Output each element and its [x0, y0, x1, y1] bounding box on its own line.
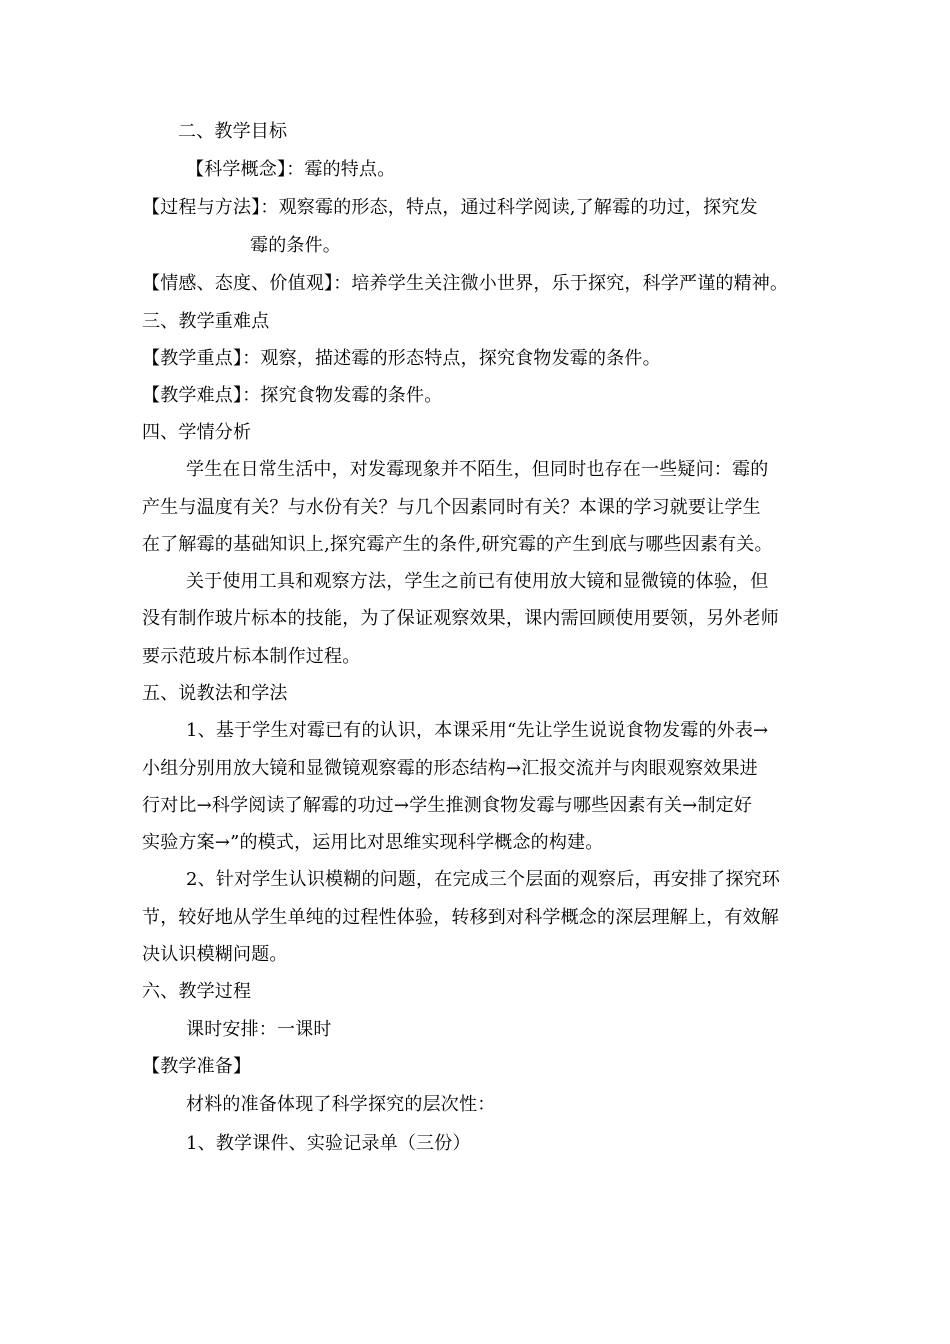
analysis-paragraph-line: 在了解霉的基础知识上,探究霉产生的条件,研究霉的产生到底与哪些因素有关。: [142, 534, 773, 555]
analysis-paragraph-line: 没有制作玻片标本的技能，为了保证观察效果，课内需回顾使用要领，另外老师: [142, 608, 779, 629]
analysis-paragraph-line: 学生在日常生活中，对发霉现象并不陌生，但同时也存在一些疑问：霉的: [186, 459, 769, 480]
section-heading-teaching-process: 六、教学过程: [142, 981, 252, 1002]
method-paragraph-line: 行对比→科学阅读了解霉的功过→学生推测食物发霉与哪些因素有关→制定好: [142, 795, 753, 816]
attitude-values-line: 【情感、态度、价值观】：培养学生关注微小世界，乐于探究，科学严谨的精神。: [142, 273, 789, 294]
method-paragraph-line: 2、针对学生认识模糊的问题，在完成三个层面的观察后，再安排了探究环: [186, 869, 781, 890]
method-paragraph-line: 节，较好地从学生单纯的过程性体验，转移到对科学概念的深层理解上，有效解: [142, 907, 779, 928]
schedule-line: 课时安排：一课时: [186, 1019, 332, 1040]
analysis-paragraph-line: 产生与温度有关？与水份有关？与几个因素同时有关？本课的学习就要让学生: [142, 497, 761, 518]
section-heading-methods: 五、说教法和学法: [142, 683, 288, 704]
key-point-line: 【教学重点】：观察，描述霉的形态特点，探究食物发霉的条件。: [142, 348, 661, 369]
preparation-intro: 材料的准备体现了科学探究的层次性：: [186, 1094, 496, 1115]
method-paragraph-line: 小组分别用放大镜和显微镜观察霉的形态结构→汇报交流并与肉眼观察效果进: [142, 758, 758, 779]
section-heading-learner-analysis: 四、学情分析: [142, 422, 252, 443]
section-heading-key-difficulties: 三、教学重难点: [142, 311, 270, 332]
method-paragraph-line: 决认识模糊问题。: [142, 944, 288, 965]
preparation-heading: 【教学准备】: [142, 1056, 252, 1077]
science-concept-line: 【科学概念】：霉的特点。: [186, 159, 396, 180]
section-heading-teaching-goals: 二、教学目标: [178, 121, 288, 142]
process-method-continuation: 霉的条件。: [250, 235, 341, 256]
preparation-item: 1、教学课件、实验记录单（三份）: [186, 1133, 471, 1154]
analysis-paragraph-line: 关于使用工具和观察方法，学生之前已有使用放大镜和显微镜的体验，但: [186, 571, 769, 592]
analysis-paragraph-line: 要示范玻片标本制作过程。: [142, 646, 361, 667]
method-paragraph-line: 1、基于学生对霉已有的认识，本课采用“先让学生说说食物发霉的外表→: [186, 720, 769, 741]
process-method-line: 【过程与方法】：观察霉的形态，特点，通过科学阅读,了解霉的功过，探究发: [142, 197, 758, 218]
difficulty-line: 【教学难点】：探究食物发霉的条件。: [142, 385, 443, 406]
method-paragraph-line: 实验方案→”的模式，运用比对思维实现科学概念的构建。: [142, 832, 604, 853]
